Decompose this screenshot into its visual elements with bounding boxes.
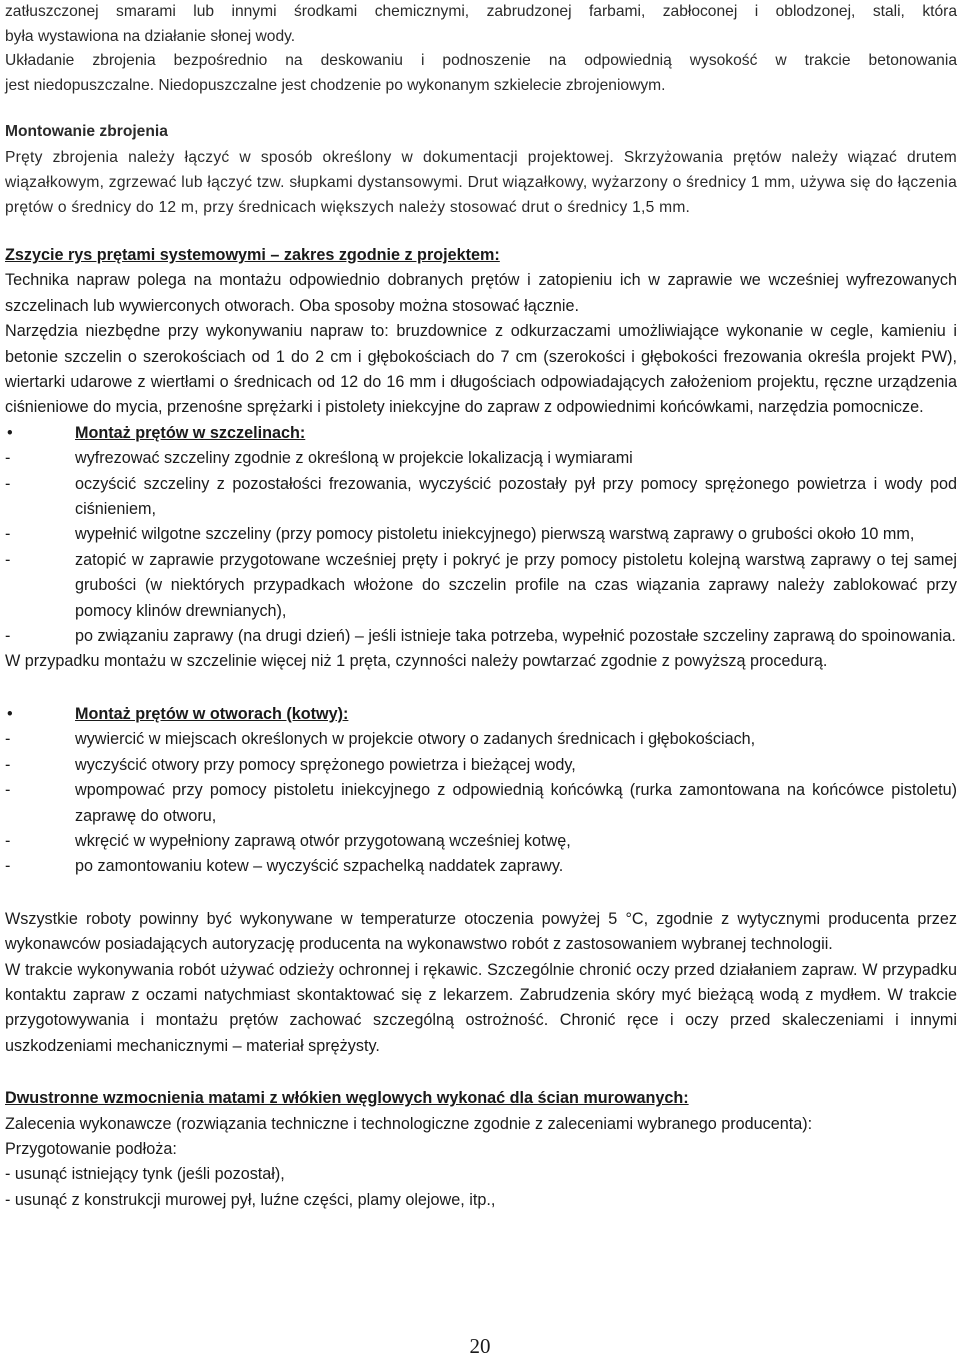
list-item-text: wkręcić w wypełniony zaprawą otwór przygotowaną wcześniej kotwę, [75, 831, 571, 850]
montowanie-heading: Montowanie zbrojenia [5, 123, 168, 141]
intro-line-2: była wystawiona na działanie słonej wody. [5, 27, 296, 45]
list-item [5, 548, 957, 624]
otwory-heading: Montaż prętów w otworach (kotwy): [75, 704, 349, 723]
list-item-text: wypełnić wilgotne szczeliny (przy pomocy pistoletu iniekcyjnego) pierwszą warstwą zaprawy o grubości około 10 mm, [75, 525, 915, 544]
intro-line-4: jest niedopuszczalne. Niedopuszczalne jest chodzenie po wykonanym szkielecie zbrojeniowym. [5, 76, 666, 94]
bullet-marker: • [7, 704, 13, 723]
montowanie-text: Pręty zbrojenia należy łączyć w sposób określony w dokumentacji projektowej. Skrzyżowania prętów należy wiązać drutem wiązałkowym, zgrzewać lub łączyć tzw. słupkami dystansowymi. Drut wiązałkowy, wyżarzony o średnicy 1 mm, używa się do łączenia prętów o średnicy do 12 m, przy średnicach większych należy stosować drut o średnicy 1,5 mm. [5, 148, 957, 216]
dash-marker: - [5, 730, 11, 749]
szczeliny-bullet [5, 421, 957, 446]
roboty-paragraph-2: W trakcie wykonywania robót używać odzieży ochronnej i rękawic. Szczególnie chronić oczy przed działaniem zapraw. W przypadku kontaktu zapraw z oczami natychmiast skontaktować się z lekarzem. Zabrudzenia skóry myć bieżącą wodą z mydłem. W trakcie przygotowywania i montażu prętów zachować szczególną ostrożność. Chronić ręce i oczy przed skaleczeniami i innymi uszkodzeniami mechanicznymi – materiał sprężysty. [5, 960, 957, 1055]
list-item-text: wpompować przy pomocy pistoletu iniekcyjnego z odpowiednią końcówką (rurka zamontowana na końcówce pistoletu) zaprawę do otworu, [75, 781, 957, 825]
list-item-text: zatopić w zaprawie przygotowane wcześniej pręty i pokryć je przy pomocy pistoletu kolejną warstwą zaprawy o tej samej grubości (w niektórych przypadkach włożone do szczelin profile na czas wiązania zaprawy należy zablokować przy pomocy klinów drewnianych), [75, 550, 957, 620]
dash-marker: - [5, 627, 11, 646]
list-item-text: oczyścić szczeliny z pozostałości frezowania, wyczyścić pozostały pył przy pomocy sprężonego powietrza i wody pod ciśnieniem, [75, 474, 957, 519]
dash-marker: - [5, 550, 11, 569]
intro-line-1: zatłuszczonej smarami lub innymi środkami chemicznymi, zabrudzonej farbami, zabłoconej i oblodzonej, stali, która [5, 3, 957, 20]
zszycie-paragraph-2: Narzędzia niezbędne przy wykonywaniu napraw to: bruzdownice z odkurzaczami umożliwiające wykonanie w cegle, kamieniu i betonie szczelin o szerokościach od 1 do 2 cm i głębokościach do 7 cm (szerokości i głębokości frezowania określa projekt PW), wiertarki udarowe z wiertłami o średnicach od 12 do 16 mm i długościach odpowiadających założeniom projektu, ręczne urządzenia ciśnieniowe do mycia, przenośne sprężarki i pistolety iniekcyjne do zapraw z odpowiednimi końcówkami, narzędzia pomocnicze. [5, 322, 957, 417]
roboty-paragraph-1: Wszystkie roboty powinny być wykonywane w temperaturze otoczenia powyżej 5 °C, zgodnie z wytycznymi producenta przez wykonawców posiadających autoryzację producenta na wykonawstwo robót z zastosowaniem wybranej technologii. [5, 909, 957, 954]
otwory-bullet [5, 702, 957, 727]
list-item [5, 472, 957, 523]
list-item [5, 753, 957, 778]
intro-section [5, 0, 957, 98]
bullet-marker: • [7, 423, 13, 442]
list-item [5, 446, 957, 471]
maty-line-1: Zalecenia wykonawcze (rozwiązania techniczne i technologiczne zgodnie z zaleceniami wybranego producenta): [5, 1114, 813, 1133]
zszycie-paragraph-1: Technika napraw polega na montażu odpowiednio dobranych prętów i zatopieniu ich w zaprawie we wcześniej wyfrezowanych szczelinach lub wywierconych otworach. Oba sposoby można stosować łącznie. [5, 271, 957, 315]
maty-line-4: - usunąć z konstrukcji murowej pył, luźne części, plamy olejowe, itp., [5, 1190, 496, 1209]
dash-marker: - [5, 449, 11, 468]
dash-marker: - [5, 474, 11, 493]
montowanie-section [5, 120, 957, 220]
zszycie-heading [5, 243, 957, 268]
list-item [5, 624, 957, 649]
list-item [5, 854, 957, 879]
maty-heading-text: Dwustronne wzmocnienia matami z włókien węglowych wykonać dla ścian murowanych: [5, 1089, 689, 1108]
dash-marker: - [5, 781, 11, 800]
dash-marker: - [5, 831, 11, 850]
maty-heading [5, 1086, 957, 1111]
page-number: 20 [469, 1334, 491, 1358]
list-item [5, 522, 957, 547]
zszycie-section [5, 243, 957, 1213]
list-item [5, 778, 957, 829]
list-item [5, 829, 957, 854]
dash-marker: - [5, 857, 11, 876]
list-item-text: wyfrezować szczeliny zgodnie z określoną w projekcie lokalizacją i wymiarami [75, 449, 633, 468]
maty-line-2: Przygotowanie podłoża: [5, 1139, 177, 1158]
list-item-text: po zamontowaniu kotew – wyczyścić szpachelką naddatek zaprawy. [75, 857, 564, 876]
dash-marker: - [5, 755, 11, 774]
list-item-text: wyczyścić otwory przy pomocy sprężonego powietrza i bieżącej wody, [75, 755, 576, 774]
zszycie-heading-text: Zszycie rys prętami systemowymi – zakres zgodnie z projektem: [5, 245, 500, 264]
szczeliny-closing: W przypadku montażu w szczelinie więcej niż 1 pręta, czynności należy powtarzać zgodnie z powyższą procedurą. [5, 652, 828, 671]
dash-marker: - [5, 525, 11, 544]
document-page [5, 0, 957, 1213]
maty-line-3: - usunąć istniejący tynk (jeśli pozostał), [5, 1165, 285, 1184]
list-item-text: wywiercić w miejscach określonych w projekcie otwory o zadanych średnicach i głębokościach, [75, 730, 756, 749]
list-item-text: po związaniu zaprawy (na drugi dzień) – jeśli istnieje taka potrzeba, wypełnić pozostałe szczeliny zaprawą do spoinowania. [75, 627, 956, 646]
szczeliny-heading: Montaż prętów w szczelinach: [75, 423, 306, 442]
list-item [5, 727, 957, 752]
intro-line-3: Układanie zbrojenia bezpośrednio na deskowaniu i podnoszenie na odpowiednią wysokość w trakcie betonowania [5, 52, 957, 70]
